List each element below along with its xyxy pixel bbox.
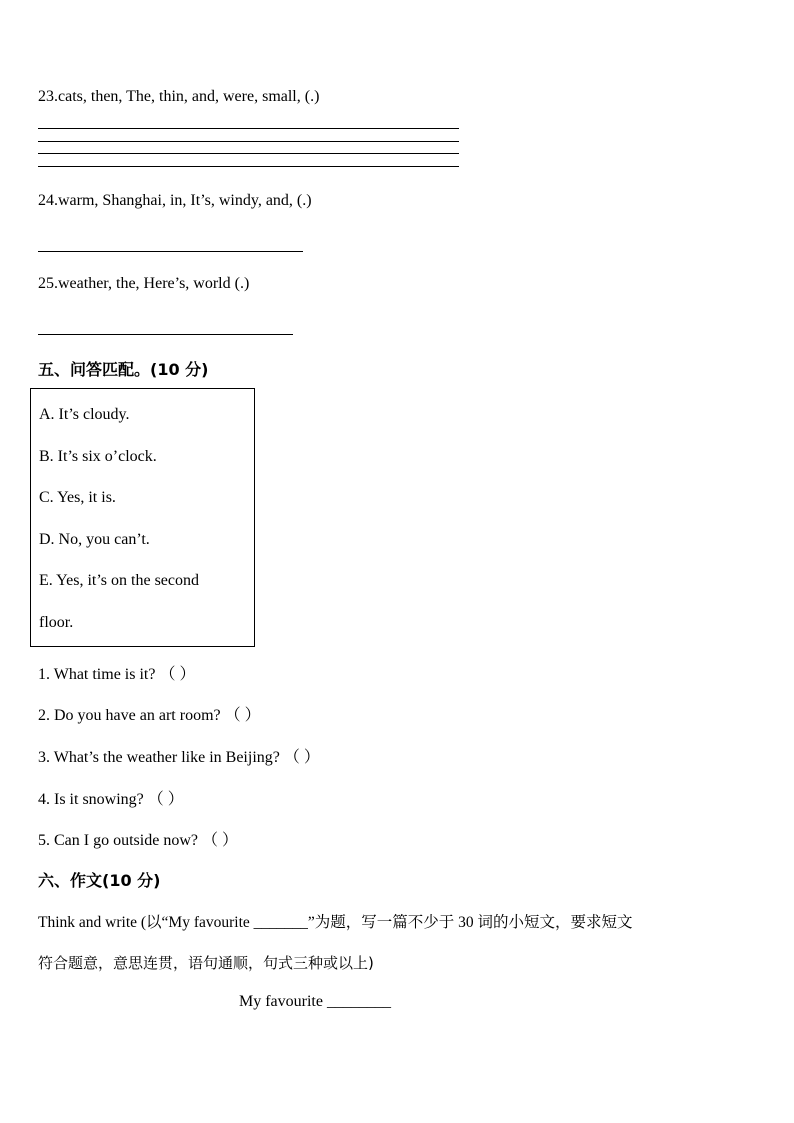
option-d: D. No, you can’t. — [39, 531, 150, 548]
answer-line-23-4[interactable] — [38, 166, 459, 167]
answer-line-23-1[interactable] — [38, 128, 459, 129]
option-c: C. Yes, it is. — [39, 489, 116, 506]
answer-line-24[interactable] — [38, 251, 303, 252]
match-question-5[interactable]: 5. Can I go outside now? （ ） — [38, 832, 238, 849]
section-5-title: 五、问答匹配。(10 分) — [38, 360, 209, 379]
option-b: B. It’s six o’clock. — [39, 448, 157, 465]
option-e-continued: floor. — [39, 614, 74, 631]
question-25: 25.weather, the, Here’s, world (.) — [38, 275, 250, 292]
essay-instruction-line-1: Think and write (以“My favourite _______”为题，写一篇不少于 30 词的小短文，要求短文 — [38, 914, 633, 931]
match-question-1[interactable]: 1. What time is it? （ ） — [38, 666, 196, 683]
essay-instruction-line-2: 符合题意，意思连贯，语句通顺，句式三种或以上) — [38, 954, 374, 972]
answer-line-23-2[interactable] — [38, 141, 459, 142]
answer-line-25[interactable] — [38, 334, 293, 335]
answer-line-23-3[interactable] — [38, 153, 459, 154]
question-24: 24.warm, Shanghai, in, It’s, windy, and, (.) — [38, 192, 312, 209]
match-question-2[interactable]: 2. Do you have an art room? （ ） — [38, 707, 261, 724]
match-question-3[interactable]: 3. What’s the weather like in Beijing? （ ） — [38, 749, 320, 766]
essay-title[interactable]: My favourite ________ — [239, 993, 391, 1010]
section-6-title: 六、作文(10 分) — [38, 871, 161, 890]
options-box — [30, 388, 255, 647]
option-a: A. It’s cloudy. — [39, 406, 130, 423]
match-question-4[interactable]: 4. Is it snowing? （ ） — [38, 791, 184, 808]
question-23: 23.cats, then, The, thin, and, were, small, (.) — [38, 88, 320, 105]
option-e: E. Yes, it’s on the second — [39, 572, 199, 589]
